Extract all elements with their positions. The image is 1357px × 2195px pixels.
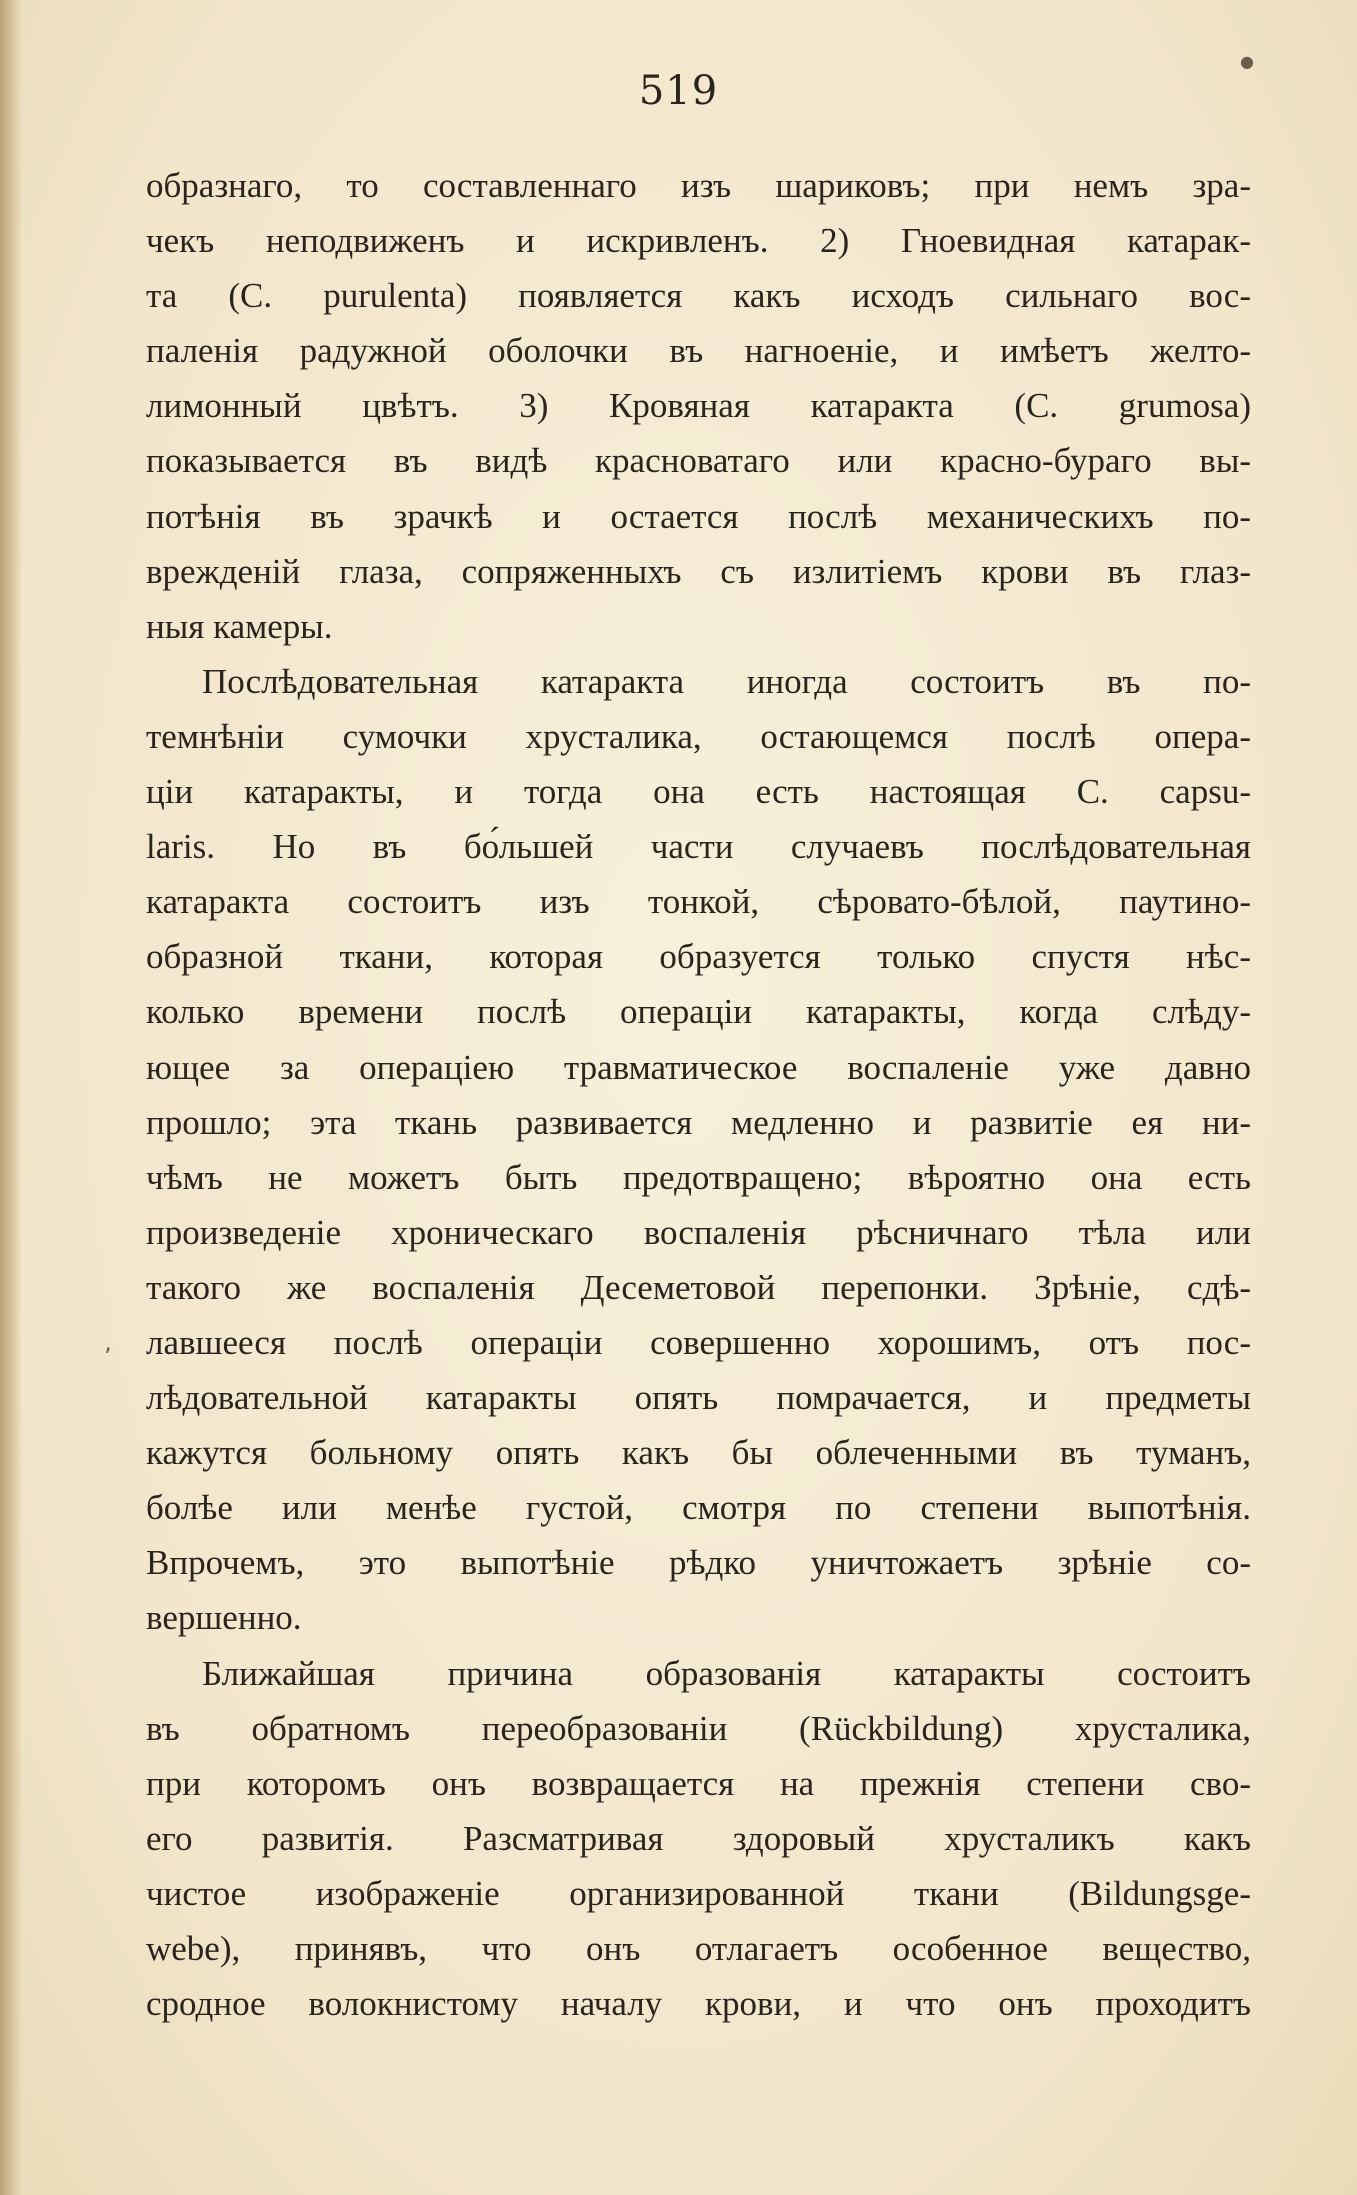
paragraph-start-line: Ближайшая причина образованія катаракты состоитъ xyxy=(202,1653,1251,1693)
text-line: ющее за операціею травматическое воспаленіе уже давно xyxy=(146,1047,1251,1087)
paragraph-start-line: Послѣдовательная катаракта иногда состоитъ въ по- xyxy=(202,661,1251,701)
text-line: показывается въ видѣ красноватаго или красно-бураго вы- xyxy=(146,441,1251,481)
binding-gutter xyxy=(0,0,22,2195)
text-line: болѣе или менѣе густой, смотря по степени выпотѣнія. xyxy=(146,1488,1251,1528)
text-line: та (C. purulenta) появляется какъ исходъ сильнаго вос- xyxy=(146,276,1251,316)
text-line: вершенно. xyxy=(146,1598,302,1638)
text-line: образнаго, то составленнаго изъ шариковъ; при немъ зра- xyxy=(146,166,1251,205)
text-line: ціи катаракты, и тогда она есть настоящая C. capsu- xyxy=(146,772,1251,812)
text-line: врежденій глаза, сопряженныхъ съ излитіемъ крови въ глаз- xyxy=(146,551,1251,591)
text-line: паленія радужной оболочки въ нагноеніе, и имѣетъ желто- xyxy=(146,331,1251,371)
text-line: его развитія. Разсматривая здоровый хрусталикъ какъ xyxy=(146,1818,1251,1858)
text-line: чекъ неподвиженъ и искривленъ. 2) Гноевидная катарак- xyxy=(146,221,1251,261)
text-line: произведеніе хроническаго воспаленія рѣсничнаго тѣла или xyxy=(146,1212,1251,1252)
text-line: при которомъ онъ возвращается на прежнія степени сво- xyxy=(146,1763,1251,1803)
page-number: 519 xyxy=(638,68,719,114)
ink-dot: ● xyxy=(1240,52,1254,71)
text-line: ныя камеры. xyxy=(146,606,333,646)
text-line: чистое изображеніе организированной ткани (Bildungsge- xyxy=(146,1873,1251,1913)
text-line: такого же воспаленія Десеметовой перепонки. Зрѣніе, сдѣ- xyxy=(146,1267,1251,1307)
text-line: laris. Но въ бо́льшей части случаевъ послѣдовательная xyxy=(146,827,1251,867)
text-line: колько времени послѣ операціи катаракты, когда слѣду- xyxy=(146,992,1251,1032)
text-line: темнѣніи сумочки хрусталика, остающемся послѣ опера- xyxy=(146,716,1251,756)
text-line: прошло; эта ткань развивается медленно и развитіе ея ни- xyxy=(146,1102,1251,1142)
text-line: Впрочемъ, это выпотѣніе рѣдко уничтожаетъ зрѣніе со- xyxy=(146,1543,1251,1583)
text-line: кажутся больному опять какъ бы облеченными въ туманъ, xyxy=(146,1433,1251,1473)
body-text xyxy=(146,158,1251,2031)
margin-tick: ʼ xyxy=(104,1343,112,1371)
text-line: лавшееся послѣ операціи совершенно хорошимъ, отъ пос- xyxy=(146,1322,1251,1362)
text-line: лѣдовательной катаракты опять помрачается, и предметы xyxy=(146,1378,1251,1418)
text-line: сродное волокнистому началу крови, и что онъ проходитъ xyxy=(146,1984,1251,2024)
text-line: въ обратномъ переобразованіи (Rückbildung) хрусталика, xyxy=(146,1708,1251,1748)
text-line: образной ткани, которая образуется только спустя нѣс- xyxy=(146,937,1251,977)
text-line: лимонный цвѣтъ. 3) Кровяная катаракта (C. grumosa) xyxy=(146,386,1251,426)
text-line: потѣнія въ зрачкѣ и остается послѣ механическихъ по- xyxy=(146,496,1251,536)
text-line: webe), принявъ, что онъ отлагаетъ особенное вещество, xyxy=(146,1929,1251,1968)
text-line: чѣмъ не можетъ быть предотвращено; вѣроятно она есть xyxy=(146,1157,1251,1197)
text-line: катаракта состоитъ изъ тонкой, сѣровато-бѣлой, паутино- xyxy=(146,882,1251,922)
